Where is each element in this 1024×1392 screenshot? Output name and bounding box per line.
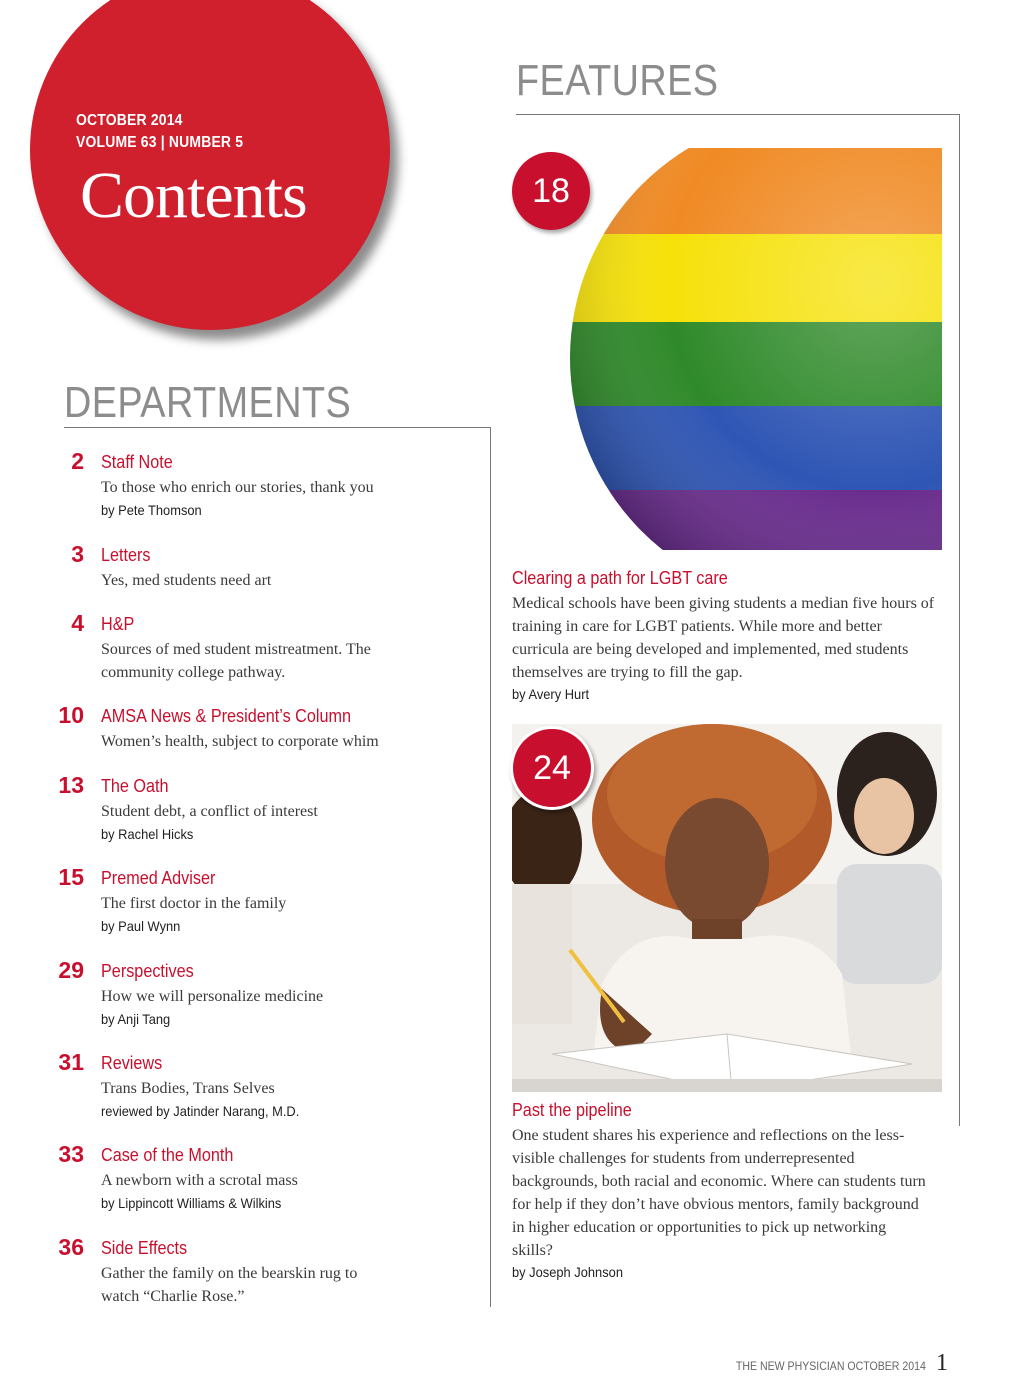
entry-description (101, 476, 461, 522)
page-number: 3 (71, 541, 84, 567)
entry-summary: Sources of med student mistreatment. The community college pathway. (101, 641, 371, 681)
entry-description (101, 569, 461, 592)
entry-title: H&P (101, 614, 135, 634)
entry-description (101, 638, 401, 684)
contents-title: Contents (80, 159, 307, 232)
page-number: 2 (71, 448, 84, 474)
entry-title: AMSA News & President’s Column (101, 706, 352, 726)
entry-byline: by Rachel Hicks (101, 826, 194, 842)
page-number: 10 (58, 702, 84, 728)
features-heading: FEATURES (516, 56, 719, 105)
page-number: 33 (58, 1141, 84, 1167)
page-number: 4 (71, 610, 84, 636)
departments-divider (490, 427, 491, 1307)
entry-byline: by Lippincott Williams & Wilkins (101, 1195, 282, 1211)
issue-date: OCTOBER 2014 (76, 112, 183, 129)
entry-byline: by Anji Tang (101, 1011, 171, 1027)
entry-byline: by Paul Wynn (101, 918, 181, 934)
feature-byline: by Joseph Johnson (512, 1264, 623, 1280)
entry-summary: Student debt, a conflict of interest (101, 803, 318, 820)
entry-description (101, 1077, 461, 1123)
entry-title: The Oath (101, 776, 169, 796)
issue-volume: VOLUME 63 | NUMBER 5 (76, 134, 244, 151)
entry-title: Reviews (101, 1053, 163, 1073)
entry-summary: Women’s health, subject to corporate whim (101, 733, 379, 750)
page-number: 31 (58, 1049, 84, 1075)
feature-page-badge[interactable]: 24 (510, 726, 594, 810)
entry-summary: Yes, med students need art (101, 572, 272, 589)
features-rule (516, 114, 960, 115)
entry-title: Case of the Month (101, 1145, 234, 1165)
feature-page-badge[interactable]: 18 (512, 152, 590, 230)
entry-title: Premed Adviser (101, 868, 216, 888)
departments-rule (64, 427, 491, 428)
contents-badge (30, 0, 390, 330)
entry-summary: To those who enrich our stories, thank you (101, 479, 374, 496)
feature-title[interactable]: Clearing a path for LGBT care (512, 568, 728, 588)
departments-heading: DEPARTMENTS (64, 378, 352, 427)
features-divider (959, 114, 960, 1126)
entry-title: Side Effects (101, 1238, 188, 1258)
entry-byline: by Pete Thomson (101, 502, 202, 518)
feature-title[interactable]: Past the pipeline (512, 1100, 632, 1120)
entry-summary: How we will personalize medicine (101, 988, 324, 1005)
page-number: 36 (58, 1234, 84, 1260)
entry-summary: Trans Bodies, Trans Selves (101, 1080, 275, 1097)
entry-description (101, 1169, 461, 1215)
feature-byline: by Avery Hurt (512, 686, 590, 702)
page-footer (710, 1350, 948, 1377)
entry-title: Perspectives (101, 961, 194, 981)
rainbow-sphere-image[interactable] (560, 148, 942, 550)
entry-summary: Gather the family on the bearskin rug to watch “Charlie Rose.” (101, 1265, 358, 1305)
footer-page-number: 1 (936, 1350, 948, 1376)
entry-byline: reviewed by Jatinder Narang, M.D. (101, 1103, 300, 1119)
page-number: 15 (58, 864, 84, 890)
entry-summary: A newborn with a scrotal mass (101, 1172, 298, 1189)
entry-title: Staff Note (101, 452, 173, 472)
entry-summary: The first doctor in the family (101, 895, 287, 912)
entry-description (101, 1262, 361, 1308)
page-number: 29 (58, 957, 84, 983)
feature-description: Medical schools have been giving students a median five hours of training in care for LGBT patients. While more and better curricula are being developed and implemented, med students themselves are trying to fill the gap. (512, 595, 935, 681)
entry-title: Letters (101, 545, 151, 565)
entry-description (101, 730, 501, 753)
entry-description (101, 892, 461, 938)
feature-description: One student shares his experience and reflections on the less-visible challenges for students from underrepresented backgrounds, both racial and economic. Where can students turn for help if they don’t have obvious mentors, family background in higher education or opportunities to pick up networking skills? (512, 1127, 926, 1259)
entry-description (101, 800, 461, 846)
entry-description (101, 985, 461, 1031)
page-number: 13 (58, 772, 84, 798)
footer-publication: THE NEW PHYSICIAN OCTOBER 2014 (736, 1359, 926, 1373)
